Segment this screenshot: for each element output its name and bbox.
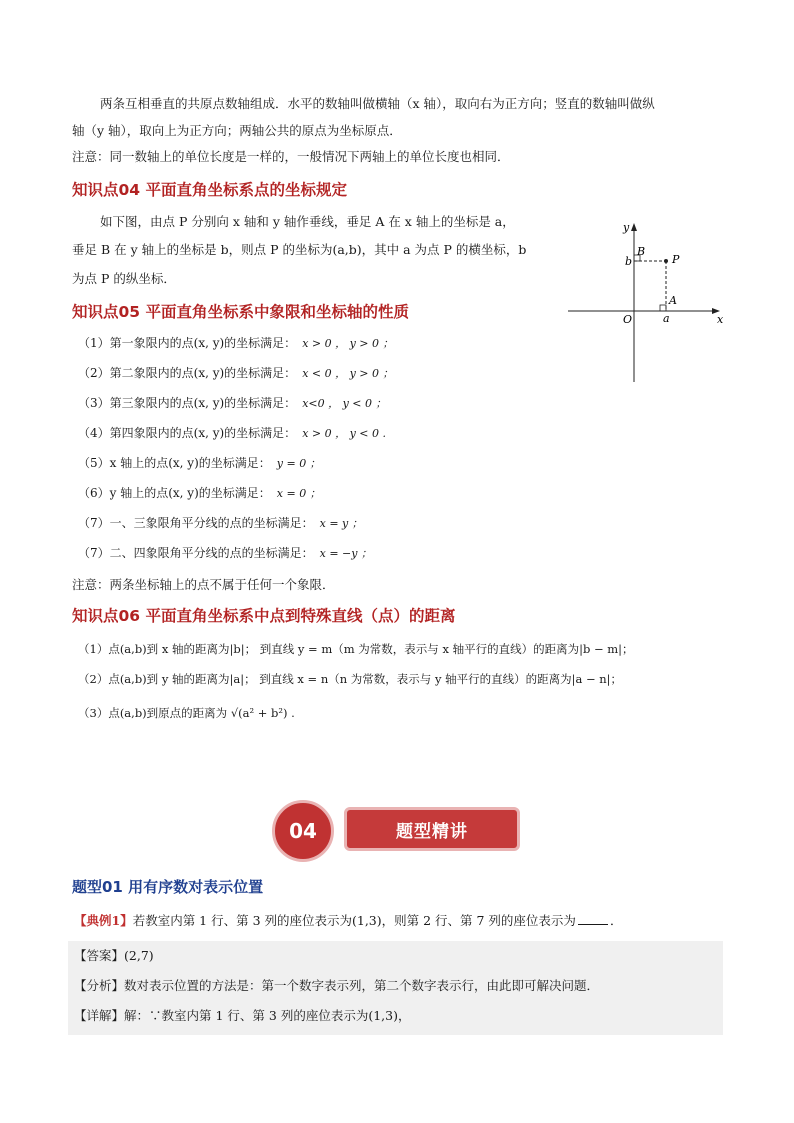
analysis-tag: 【分析】	[74, 978, 125, 993]
kp05-item	[78, 394, 387, 413]
label-b: B	[637, 245, 646, 258]
section-badge	[272, 800, 524, 862]
kp06-item: （3）点(a,b)到原点的距离为 √(a² + b²) .	[78, 706, 295, 720]
answer-value: (2,7)	[124, 948, 154, 963]
kp05-item-text: （3）第三象限内的点(x, y)的坐标满足：	[78, 396, 297, 410]
section-number: 04	[272, 800, 334, 862]
kp04-line-1: 如下图，由点 P 分别向 x 轴和 y 轴作垂线，垂足 A 在 x 轴上的坐标是 a，	[100, 214, 515, 229]
kp04-line-2: 垂足 B 在 y 轴上的坐标是 b，则点 P 的坐标为(a,b)，其中 a 为点 P 的横坐标，b	[72, 242, 527, 257]
answer-box	[68, 941, 723, 971]
y-axis-arrow	[631, 223, 637, 231]
kp06-item: （1）点(a,b)到 x 轴的距离为|b|； 到直线 y = m（m 为常数，表示与 x 轴平行的直线）的距离为|b − m|；	[78, 642, 634, 656]
answer-line	[74, 947, 154, 965]
example-tag: 【典例1】	[74, 913, 133, 928]
kp06-item: （2）点(a,b)到 y 轴的距离为|a|； 到直线 x = n（n 为常数，表示与 y 轴平行的直线）的距离为|a − n|；	[78, 672, 623, 686]
kp05-item	[78, 454, 321, 473]
intro-line-1: 两条互相垂直的共原点数轴组成．水平的数轴叫做横轴（x 轴），取向右为正方向；竖直的数轴叫做纵	[100, 96, 655, 111]
kp05-item	[78, 334, 394, 353]
kp05-heading: 知识点05 平面直角坐标系中象限和坐标轴的性质	[72, 303, 409, 321]
detail-line	[74, 1007, 410, 1025]
intro-note: 注意：同一数轴上的单位长度是一样的，一般情况下两轴上的单位长度也相同．	[72, 149, 510, 164]
kp05-item-text: （1）第一象限内的点(x, y)的坐标满足：	[78, 336, 297, 350]
kp04-heading: 知识点04 平面直角坐标系点的坐标规定	[72, 181, 347, 199]
kp05-item-text: （7）一、三象限角平分线的点的坐标满足：	[78, 516, 314, 530]
example-line	[74, 912, 622, 930]
kp05-item	[78, 544, 372, 563]
detail-text: 解：∵教室内第 1 行、第 3 列的座位表示为(1,3)，	[124, 1008, 411, 1023]
coordinate-diagram	[562, 215, 732, 385]
label-b-value: b	[625, 255, 633, 268]
kp04-line-3: 为点 P 的纵坐标．	[72, 271, 176, 286]
label-y: y	[623, 221, 630, 234]
analysis-line	[74, 977, 599, 995]
type01-title: 题型01 用有序数对表示位置	[72, 878, 264, 896]
answer-tag: 【答案】	[74, 948, 125, 963]
kp05-item-cond: x < 0 ， y > 0 ；	[302, 367, 394, 380]
kp05-item-cond: y = 0 ；	[276, 457, 321, 470]
kp05-item	[78, 514, 363, 533]
detail-tag: 【详解】	[74, 1008, 125, 1023]
kp05-item-cond: x > 0 ， y < 0 .	[302, 427, 387, 440]
label-x: x	[717, 313, 724, 326]
kp05-item-cond: x > 0 ， y > 0 ；	[302, 337, 394, 350]
label-o: O	[623, 313, 633, 326]
kp05-item-text: （5）x 轴上的点(x, y)的坐标满足：	[78, 456, 271, 470]
right-angle-a	[660, 305, 666, 311]
example-end: ．	[609, 913, 623, 928]
intro-line-2: 轴（y 轴），取向上为正方向；两轴公共的原点为坐标原点．	[72, 123, 402, 138]
analysis-text: 数对表示位置的方法是：第一个数字表示列，第二个数字表示行，由此即可解决问题．	[124, 978, 600, 993]
kp05-item	[78, 484, 321, 503]
kp05-item-text: （4）第四象限内的点(x, y)的坐标满足：	[78, 426, 297, 440]
label-a: A	[669, 294, 677, 307]
kp05-item-cond: x<0 ， y < 0 ；	[302, 397, 387, 410]
answer-blank	[578, 912, 608, 925]
example-text: 若教室内第 1 行、第 3 列的座位表示为(1,3)，则第 2 行、第 7 列的座位表示为	[132, 913, 576, 928]
kp05-note: 注意：两条坐标轴上的点不属于任何一个象限．	[72, 577, 335, 592]
kp05-item-text: （7）二、四象限角平分线的点的坐标满足：	[78, 546, 314, 560]
kp05-item-cond: x = −y ；	[319, 547, 372, 560]
label-a-value: a	[663, 312, 670, 325]
kp05-item	[78, 424, 386, 443]
kp05-item-text: （2）第二象限内的点(x, y)的坐标满足：	[78, 366, 297, 380]
point-p	[664, 259, 668, 263]
label-p: P	[672, 253, 680, 266]
kp05-item-cond: x = y ；	[319, 517, 363, 530]
kp05-item-text: （6）y 轴上的点(x, y)的坐标满足：	[78, 486, 271, 500]
section-title: 题型精讲	[344, 807, 520, 851]
kp05-item-cond: x = 0 ；	[276, 487, 321, 500]
kp06-heading: 知识点06 平面直角坐标系中点到特殊直线（点）的距离	[72, 607, 456, 625]
kp05-item	[78, 364, 394, 383]
